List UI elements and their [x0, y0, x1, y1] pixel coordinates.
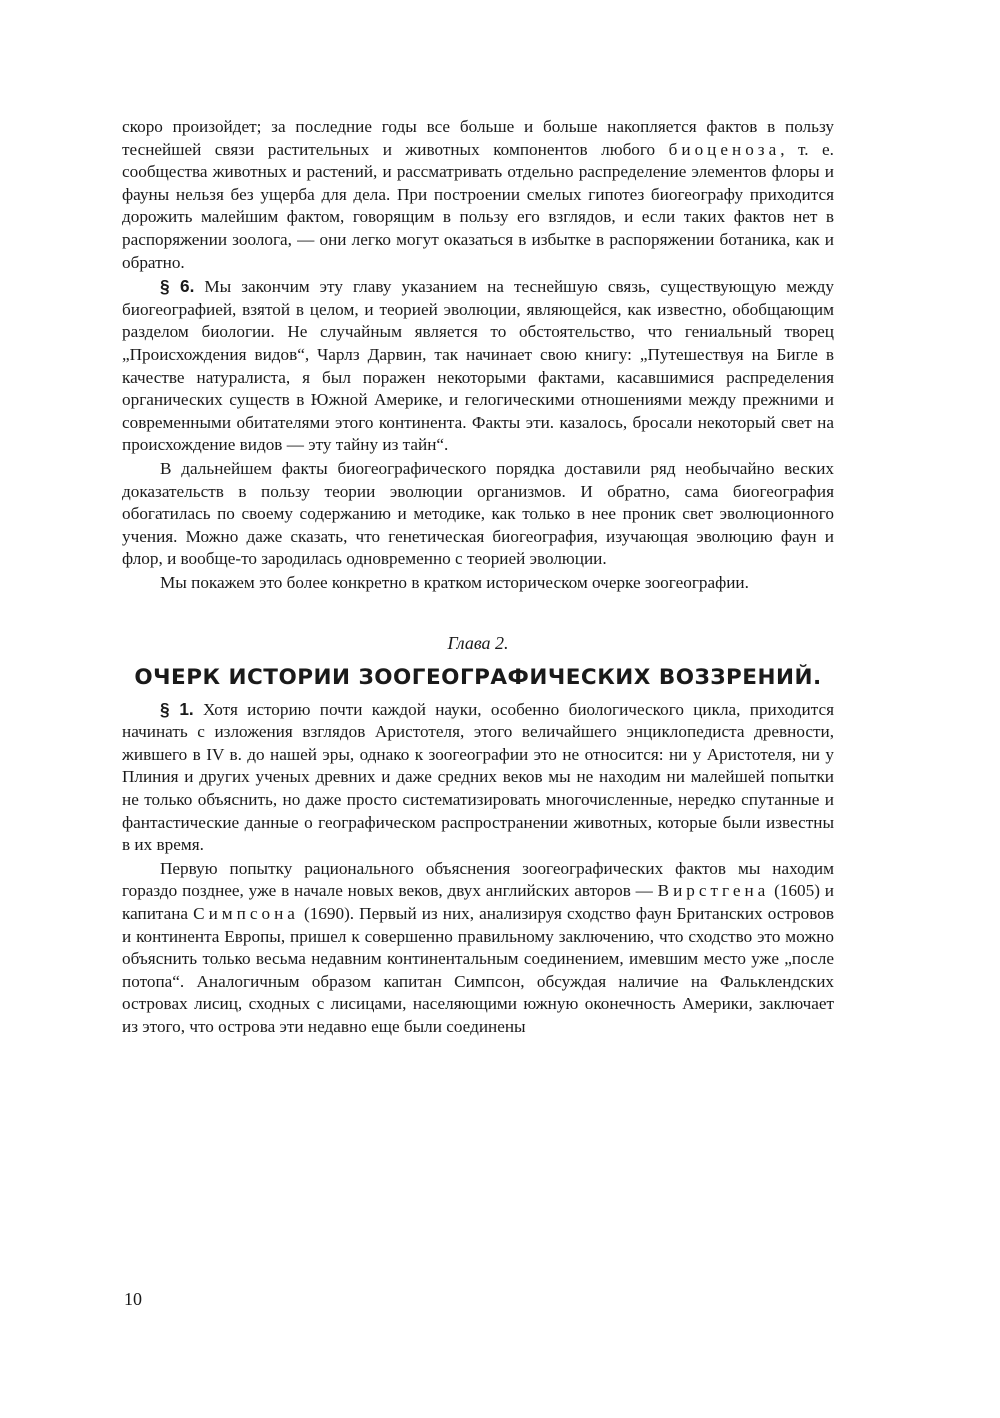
page-number: 10	[124, 1289, 142, 1309]
spaced-term: биоценоза	[668, 139, 781, 159]
paragraph-continuation	[122, 116, 834, 274]
spaced-name: Вирстгена	[657, 881, 770, 901]
chapter-title: ОЧЕРК ИСТОРИИ ЗООГЕОГРАФИЧЕСКИХ ВОЗЗРЕНИЙ.	[134, 665, 822, 691]
paragraph-section-1	[122, 698, 834, 857]
paragraph-first-attempt	[122, 858, 834, 1039]
paragraph-section-6	[122, 275, 834, 457]
paragraph-summary: Мы покажем это более конкретно в кратком историческом очерке зоогеографии.	[160, 572, 749, 592]
body-text	[122, 116, 834, 1039]
text-run: Мы закончим эту главу указанием на теснейшую связь, существующую между биогеографией, взятой в целом, и теорией эволюции, являющейся, как известно, обобщающим разделом биологии. Не случайным является то обстоятельство, что гениальный творец „Происхождения видов“, Чарлз Дарвин, так начинает свою книгу: „Путешествуя на Бигле в качестве натуралиста, я был поражен некоторыми фактами, касавшимися распределения органических существ в Южной Америке, и гелогическими отношениями между прежними и современными обитателями этого континента. Факты эти. казалось, бросали некоторый свет на происхождение видов — эту тайну из тайн“.	[122, 277, 834, 455]
section-number: § 6.	[160, 276, 195, 297]
spaced-name: Симпсона	[193, 904, 299, 923]
text-run: Первую попытку рационального объяснения зоогеографических фактов мы находим гораздо позднее, уже в начале новых веков, двух английских авторов —	[122, 858, 834, 901]
paragraph-evolution: В дальнейшем факты биогеографического порядка доставили ряд необычайно веских доказательств в пользу теории эволюции организмов. И обратно, сама биогеография обогатилась по своему содержанию и методике, как только в нее проник свет эволюционного учения. Можно даже сказать, что генетическая биогеография, изучающая эволюцию фаун и флор, и вообще-то зародилась одновременно с теорией эволюции.	[122, 458, 834, 569]
section-number: § 1.	[160, 698, 194, 719]
text-run: Хотя историю почти каждой науки, особенно биологического цикла, приходится начинать с изложения взглядов Аристотеля, этого величайшего энциклопедиста древности, жившего в IV в. до нашей эры, однако к зоогеографии это не относится: ни у Аристотеля, ни у Плиния и других ученых древних и даже средних веков мы не находим ни малейшей попытки не только объяснить, но даже просто систематизировать многочисленные, нередко спутанные и фантастические данные о географическом распространении животных, которые были известны в их время.	[122, 699, 834, 855]
chapter-label: Глава 2.	[447, 633, 509, 654]
text-run: , т. е. сообщества животных и растений, и рассматривать отдельно распределение элементов флоры и фауны нельзя без ущерба для дела. При построении смелых гипотез биогеографу приходится дорожить малейшим фактом, говорящим в пользу его взглядов, и если таких фактов нет в распоряжении зоолога, — они легко могут оказаться в избытке в распоряжении ботаника, как и обратно.	[122, 139, 834, 272]
text-run: скоро произойдет; за последние годы все больше и больше накопляется фактов в пользу теснейшей связи растительных и животных компонентов любого	[122, 117, 834, 159]
text-run: (1605) и капитана	[122, 881, 834, 923]
text-run: (1690). Первый из них, анализируя сходство фаун Британских островов и континента Европы, пришел к совершенно правильному заключению, что сходство это можно объяснить только весьма недавним континентальным соединением, имевшим место уже „после потопа“. Аналогичным образом капитан Симпсон, обсуждая наличие на Фальклендских островах лисиц, сходных с лисицами, населяющими южную оконечность Америки, заключает из этого, что острова эти недавно еще были соединены	[122, 904, 834, 1036]
